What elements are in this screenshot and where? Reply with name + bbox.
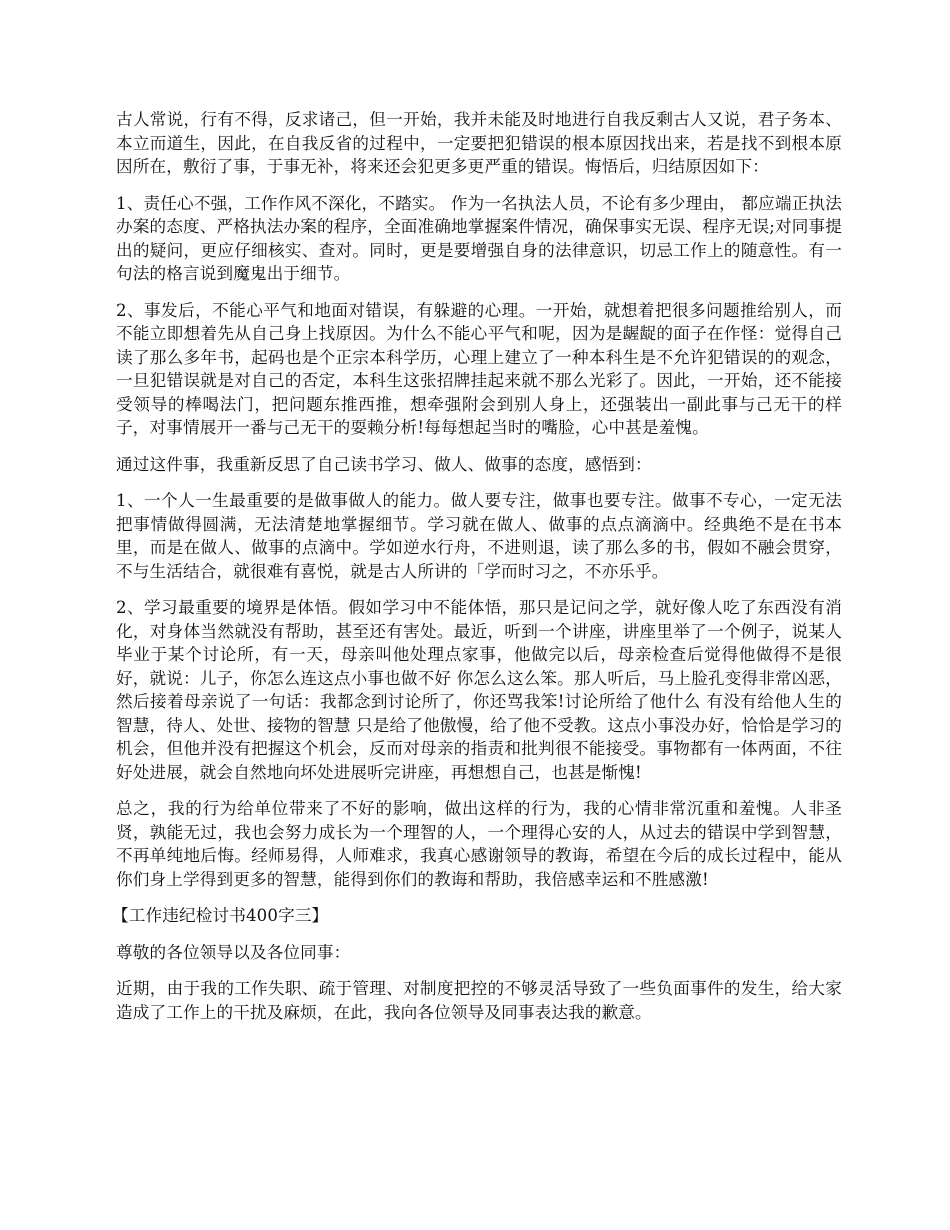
paragraph-conclusion: 总之，我的行为给单位带来了不好的影响，做出这样的行为，我的心情非常沉重和羞愧。人非圣贤，孰能无过，我也会努力成长为一个理智的人，一个理得心安的人，从过去的错误中学到智慧，不再单纯地后悔。经师易得，人师难求，我真心感谢领导的教诲，希望在今后的成长过程中，能从你们身上学得到更多的智慧，能得到你们的教诲和帮助，我倍感幸运和不胜感激! [116,799,842,889]
salutation: 尊敬的各位领导以及各位同事： [116,942,351,962]
section-heading: 【工作违纪检讨书400字三】 [112,906,329,925]
paragraph-introduction: 古人常说，行有不得，反求诸己，但一开始，我并未能及时地进行自我反剩古人又说，君子务本、本立而道生，因此，在自我反省的过程中，一定要把犯错误的根本原因找出来，若是找不到根本原因所在，敷衍了事，于事无补，将来还会犯更多更严重的错误。悔悟后，归结原因如下： [116,110,842,176]
paragraph-reason-2: 2、事发后，不能心平气和地面对错误，有躲避的心理。一开始，就想着把很多问题推给别人，而不能立即想着先从自己身上找原因。为什么不能心平气和呢，因为是龌龊的面子在作怪：觉得自己读了那么多年书，起码也是个正宗本科学历，心理上建立了一种本科生是不允许犯错误的的观念，一旦犯错误就是对自己的否定，本科生这张招牌挂起来就不那么光彩了。因此，一开始，还不能接受领导的棒喝法门，把问题东推西推，想牵强附会到别人身上，还强装出一副此事与己无干的样子，对事情展开一番与己无干的耍赖分析!每每想起当时的嘴脸，心中甚是羞愧。 [116,300,842,437]
paragraph-insight-1: 1、一个人一生最重要的是做事做人的能力。做人要专注，做事也要专注。做事不专心，一定无法把事情做得圆满，无法清楚地掌握细节。学习就在做人、做事的点点滴滴中。经典绝不是在书本里，而是在做人、做事的点滴中。学如逆水行舟，不进则退，读了那么多的书，假如不融会贯穿，不与生活结合，就很难有喜悦，就是古人所讲的「学而时习之，不亦乐乎。 [116,491,842,581]
paragraph-apology: 近期，由于我的工作失职、疏于管理、对制度把控的不够灵活导致了一些负面事件的发生，给大家造成了工作上的干扰及麻烦，在此，我向各位领导及同事表达我的歉意。 [116,979,842,1022]
document-page [112,108,842,1037]
paragraph-insight-2: 2、学习最重要的境界是体悟。假如学习中不能体悟，那只是记问之学，就好像人吃了东西没有消化，对身体当然就没有帮助，甚至还有害处。最近，听到一个讲座，讲座里举了一个例子，说某人毕业于某个讨论所，有一天，母亲叫他处理点家事，他做完以后，母亲检查后觉得他做得不是很好，就说：儿子，你怎么连这点小事也做不好 你怎么这么笨。那人听后，马上脸孔变得非常凶恶，然后接着母亲说了一句话：我都念到讨论所了，你还骂我笨!讨论所给了他什么 有没有给他人生的智慧，待人、处世、接物的智慧 只是给了他傲慢，给了他不受教。这点小事没办好，恰恰是学习的机会，但他并没有把握这个机会，反而对母亲的指责和批判很不能接受。事物都有一体两面，不往好处进展，就会自然地向坏处进展听完讲座，再想想自己，也甚是惭愧! [116,598,842,782]
paragraph-reflection-intro: 通过这件事，我重新反思了自己读书学习、做人、做事的态度，感悟到： [116,454,652,474]
paragraph-reason-1: 1、责任心不强，工作作风不深化，不踏实。 作为一名执法人员，不论有多少理由， 都应端正执法办案的态度、严格执法办案的程序，全面准确地掌握案件情况，确保事实无误、程序无误;对同事提出的疑问，更应仔细核实、查对。同时，更是要增强自身的法律意识，切忌工作上的随意性。有一句法的格言说到魔鬼出于细节。 [116,193,842,283]
